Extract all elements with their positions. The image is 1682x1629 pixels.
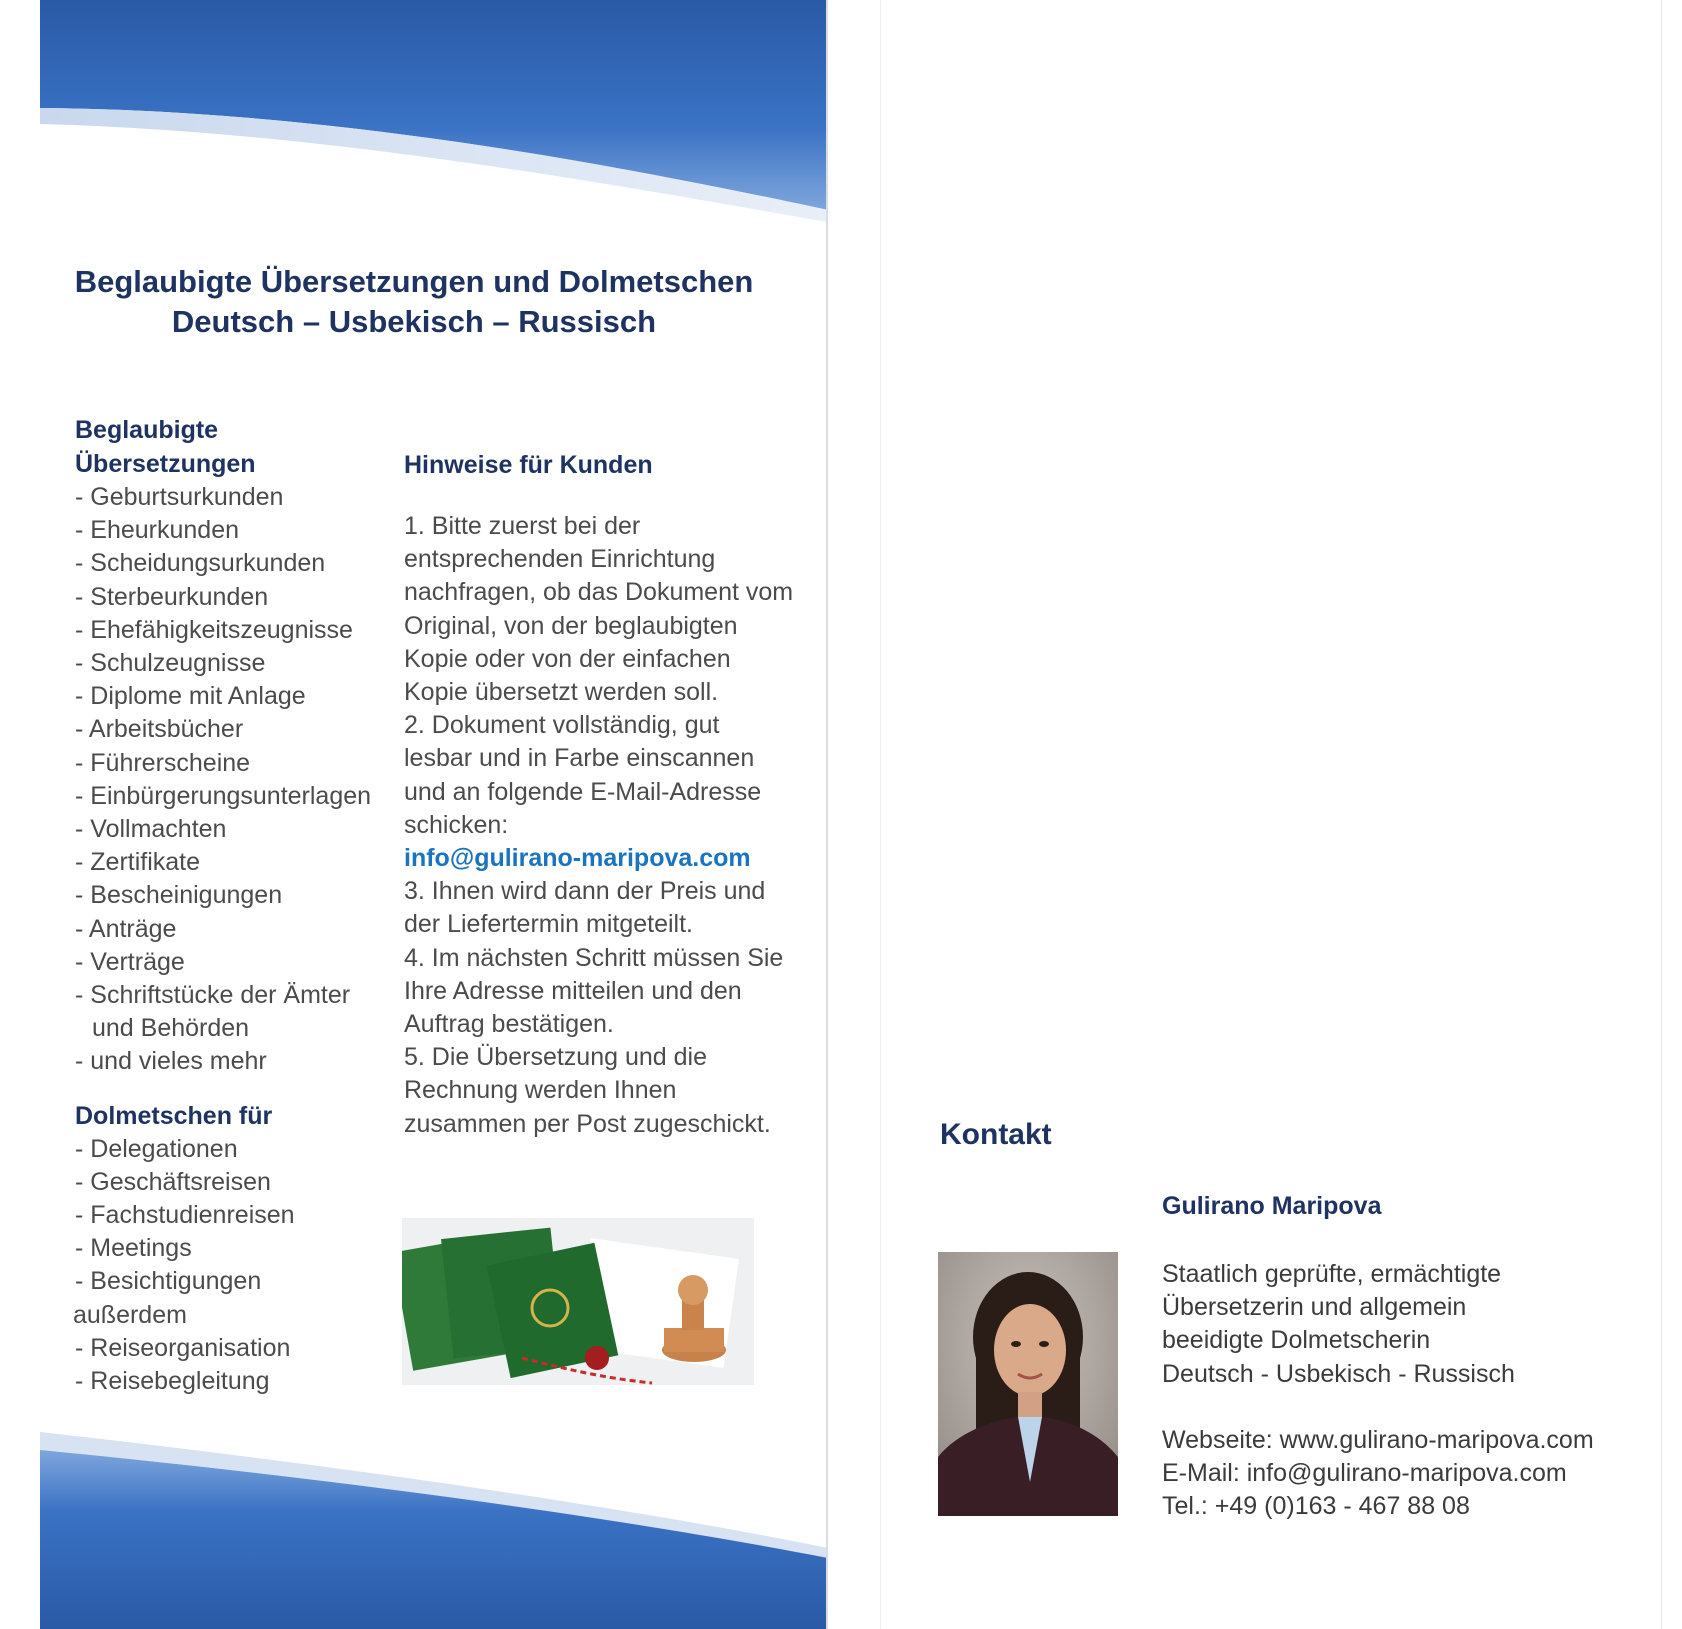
email-link[interactable]: info@gulirano-maripova.com xyxy=(404,844,751,873)
translations-heading xyxy=(75,413,385,481)
list-item: - Arbeitsbücher xyxy=(75,715,244,744)
contact-phone[interactable]: Tel.: +49 (0)163 - 467 88 08 xyxy=(1162,1492,1470,1521)
hints-heading: Hinweise für Kunden xyxy=(404,451,653,479)
contact-details xyxy=(1162,1258,1662,1523)
list-item: - Delegationen xyxy=(75,1134,238,1163)
contact-email[interactable]: E-Mail: info@gulirano-maripova.com xyxy=(1162,1459,1567,1488)
list-item: - Reisebegleitung xyxy=(75,1367,270,1396)
list-item: - Schulzeugnisse xyxy=(75,649,266,678)
interpreting-heading: Dolmetschen für xyxy=(75,1101,273,1130)
title-line-2: Deutsch – Usbekisch – Russisch xyxy=(171,304,657,339)
translations-heading-line-1: Beglaubigte xyxy=(75,416,219,444)
translations-heading-line-2: Übersetzungen xyxy=(75,450,256,478)
list-item: - Verträge xyxy=(75,947,185,976)
services-column xyxy=(75,413,385,1398)
list-item: und Behörden xyxy=(92,1014,250,1043)
list-item: - Vollmachten xyxy=(75,815,227,844)
contact-desc-line: beeidigte Dolmetscherin xyxy=(1162,1326,1431,1355)
list-item: - Einbürgerungsunterlagen xyxy=(75,781,372,810)
list-item: - Besichtigungen xyxy=(75,1267,262,1296)
contact-desc-line: Deutsch - Usbekisch - Russisch xyxy=(1162,1359,1515,1388)
hint-step-3: 3. Ihnen wird dann der Preis und der Liefertermin mitgeteilt. xyxy=(404,877,766,939)
hint-step-4: 4. Im nächsten Schritt müssen Sie Ihre Adresse mitteilen und den Auftrag bestätigen. xyxy=(404,943,784,1039)
contact-website[interactable]: Webseite: www.gulirano-maripova.com xyxy=(1162,1425,1594,1454)
list-item: - Meetings xyxy=(75,1234,192,1263)
page-title xyxy=(40,262,788,342)
list-item: - Diplome mit Anlage xyxy=(75,682,306,711)
contact-heading: Kontakt xyxy=(940,1118,1052,1151)
hint-step-1: 1. Bitte zuerst bei der entsprechenden Einrichtung nachfragen, ob das Dokument vom Original, von der beglaubigten Kopie oder von der einfachen Kopie übersetzt werden soll. xyxy=(404,512,794,707)
contact-desc-line: Staatlich geprüfte, ermächtigte xyxy=(1162,1260,1502,1288)
bottom-wave-banner xyxy=(40,1430,828,1629)
list-item: - Bescheinigungen xyxy=(75,881,283,910)
panel-fold-edge xyxy=(826,0,828,1629)
portrait-photo xyxy=(938,1252,1118,1516)
list-item: - Sterbeurkunden xyxy=(75,582,269,611)
list-item: - Anträge xyxy=(75,914,177,943)
title-line-1: Beglaubigte Übersetzungen und Dolmetschen xyxy=(74,264,754,299)
hints-body xyxy=(404,510,794,1141)
hint-step-2: 2. Dokument vollständig, gut lesbar und in Farbe einscannen und an folgende E-Mail-Adresse schicken: xyxy=(404,711,762,839)
hints-column xyxy=(404,448,794,1141)
list-item: - Schriftstücke der Ämter xyxy=(75,981,351,1010)
list-item: - Zertifikate xyxy=(75,848,201,877)
list-item: - Geschäftsreisen xyxy=(75,1167,271,1196)
list-item: - Führerscheine xyxy=(75,748,251,777)
list-item: - Eheurkunden xyxy=(75,516,240,545)
list-item: - und vieles mehr xyxy=(75,1047,267,1076)
translations-list xyxy=(75,481,385,1079)
top-wave-banner xyxy=(40,0,828,230)
contact-desc-line: Übersetzerin und allgemein xyxy=(1162,1293,1467,1322)
list-item: - Ehefähigkeitszeugnisse xyxy=(75,615,353,644)
list-item: - Reiseorganisation xyxy=(75,1333,291,1362)
passports-stamp-photo xyxy=(402,1218,754,1385)
contact-name: Gulirano Maripova xyxy=(1162,1192,1382,1220)
list-item: - Fachstudienreisen xyxy=(75,1201,295,1230)
list-item: - Geburtsurkunden xyxy=(75,483,284,511)
list-item: - Scheidungsurkunden xyxy=(75,549,326,578)
hint-step-5: 5. Die Übersetzung und die Rechnung werden Ihnen zusammen per Post zugeschickt. xyxy=(404,1043,771,1138)
extra-label: außerdem xyxy=(73,1300,187,1329)
interpreting-list xyxy=(75,1133,385,1399)
